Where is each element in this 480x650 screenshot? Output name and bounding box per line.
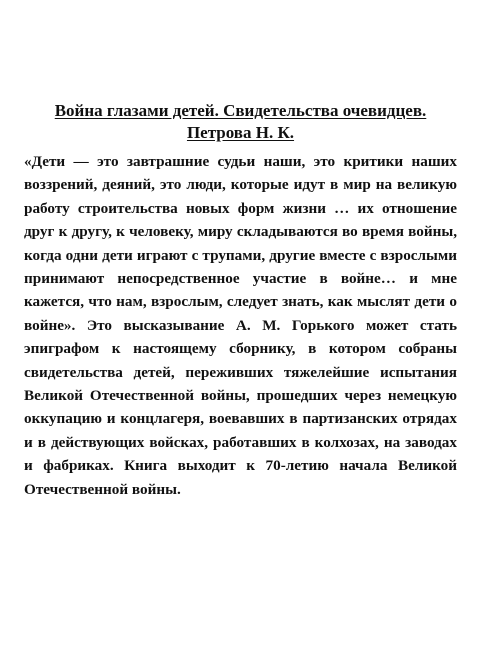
- document-body-paragraph: «Дети — это завтрашние судьи наши, это критики наших воззрений, деяний, это люди, которые идут в мир на великую работу строительства новых форм жизни … их отношение друг к другу, к человеку, миру складываются во время войны, когда одни дети играют с трупами, другие вместе с взрослыми принимают непосредственное участие в войне… и мне кажется, что нам, взрослым, следует знать, как мыслят дети о войне». Это высказывание А. М. Горького может стать эпиграфом к настоящему сборнику, в котором собраны свидетельства детей, переживших тяжелейшие испытания Великой Отечественной войны, прошедших через немецкую оккупацию и концлагеря, воевавших в партизанских отрядах и в действующих войсках, работавших в колхозах, на заводах и фабриках. Книга выходит к 70-летию начала Великой Отечественной войны.: [24, 153, 457, 498]
- title-line-1: Война глазами детей. Свидетельства очевидцев.: [54, 101, 427, 120]
- document-page: [24, 100, 457, 501]
- document-title: [24, 100, 457, 144]
- title-line-2-author: Петрова Н. К.: [186, 123, 295, 142]
